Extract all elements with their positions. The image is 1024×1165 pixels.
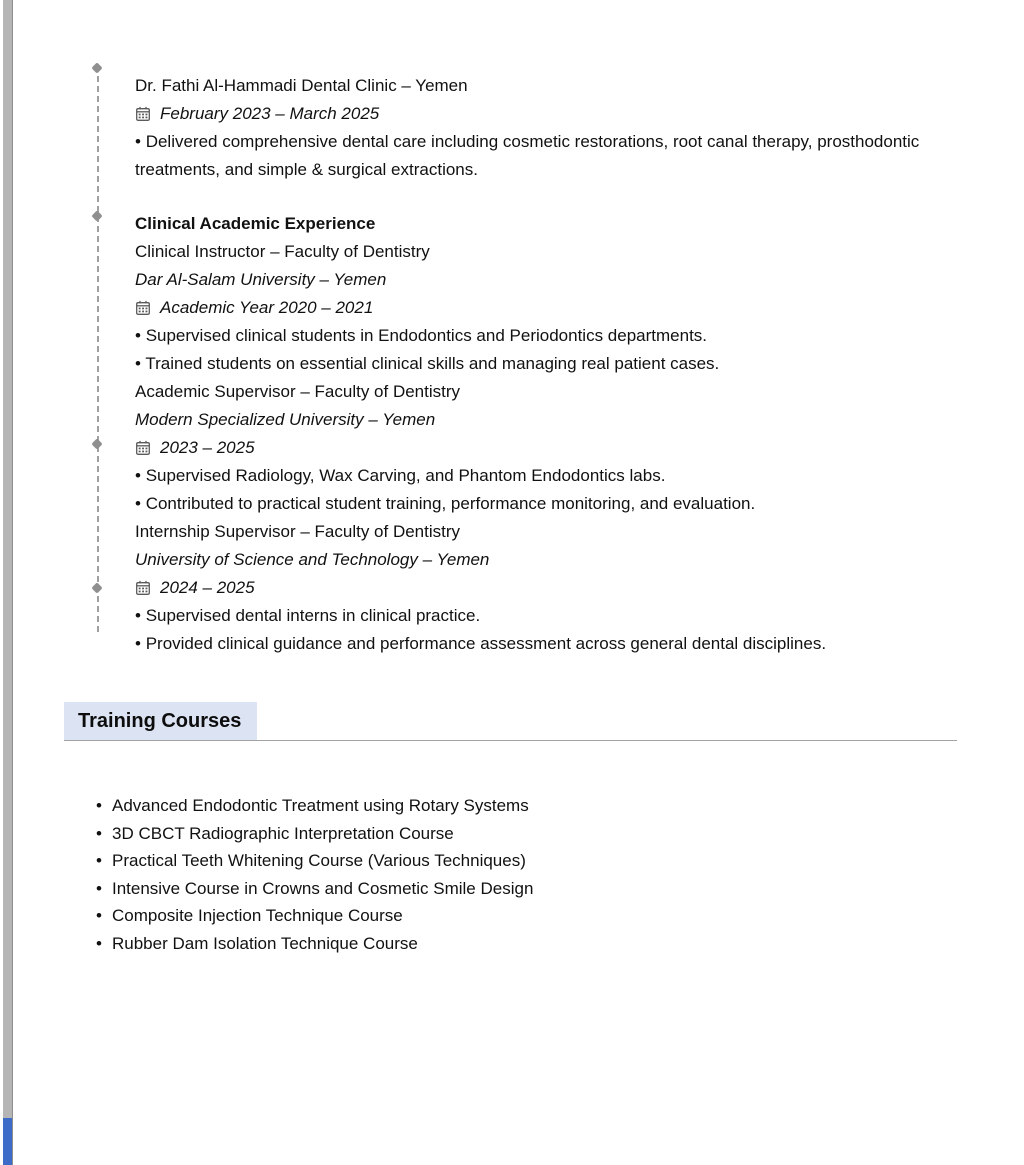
date-text: 2023 – 2025 [160,438,255,457]
experience-bullet: • Supervised clinical students in Endodontics and Periodontics departments. [135,322,949,350]
experience-section [12,72,1024,658]
course-item: • Advanced Endodontic Treatment using Rotary Systems [96,792,957,820]
left-edge-accent [3,1118,12,1165]
role-title: Clinical Instructor – Faculty of Dentistry [135,242,430,261]
experience-bullet: • Contributed to practical student training, performance monitoring, and evaluation. [135,490,949,518]
role-title: Internship Supervisor – Faculty of Dentistry [135,522,461,541]
timeline-marker [91,62,102,73]
date-line [135,434,949,462]
timeline-marker [91,210,102,221]
experience-bullet: • Provided clinical guidance and performance assessment across general dental disciplines. [135,630,949,658]
date-line [135,574,949,602]
date-text: Academic Year 2020 – 2021 [160,298,374,317]
date-text: 2024 – 2025 [160,578,255,597]
date-text: February 2023 – March 2025 [160,104,380,123]
section-heading: Clinical Academic Experience [135,214,376,233]
training-courses-section [64,702,957,957]
experience-bullet: • Trained students on essential clinical skills and managing real patient cases. [135,350,949,378]
clinic-name: Dr. Fathi Al-Hammadi Dental Clinic – Yemen [135,76,468,95]
course-item: • Rubber Dam Isolation Technique Course [96,930,957,958]
course-item: • Intensive Course in Crowns and Cosmetic Smile Design [96,875,957,903]
institution: Modern Specialized University – Yemen [135,410,436,429]
course-item: • 3D CBCT Radiographic Interpretation Course [96,820,957,848]
experience-bullet: • Supervised dental interns in clinical practice. [135,602,949,630]
calendar-icon [135,580,151,596]
calendar-icon [135,300,151,316]
role-title: Academic Supervisor – Faculty of Dentistry [135,382,461,401]
institution: Dar Al-Salam University – Yemen [135,270,387,289]
timeline-marker [91,438,102,449]
institution: University of Science and Technology – Yemen [135,550,490,569]
date-line [135,294,949,322]
experience-bullet: • Supervised Radiology, Wax Carving, and Phantom Endodontics labs. [135,462,949,490]
course-item: • Practical Teeth Whitening Course (Various Techniques) [96,847,957,875]
course-item: • Composite Injection Technique Course [96,902,957,930]
timeline-marker [91,582,102,593]
training-header-rule [64,702,957,741]
experience-bullet: • Delivered comprehensive dental care including cosmetic restorations, root canal therapy, prosthodontic treatments, and simple & surgical extractions. [135,128,949,184]
calendar-icon [135,106,151,122]
page-content [12,0,1024,1165]
course-list [64,792,957,957]
date-line [135,100,949,128]
training-section-title: Training Courses [64,702,257,740]
calendar-icon [135,440,151,456]
timeline-dashed-line [97,66,99,632]
